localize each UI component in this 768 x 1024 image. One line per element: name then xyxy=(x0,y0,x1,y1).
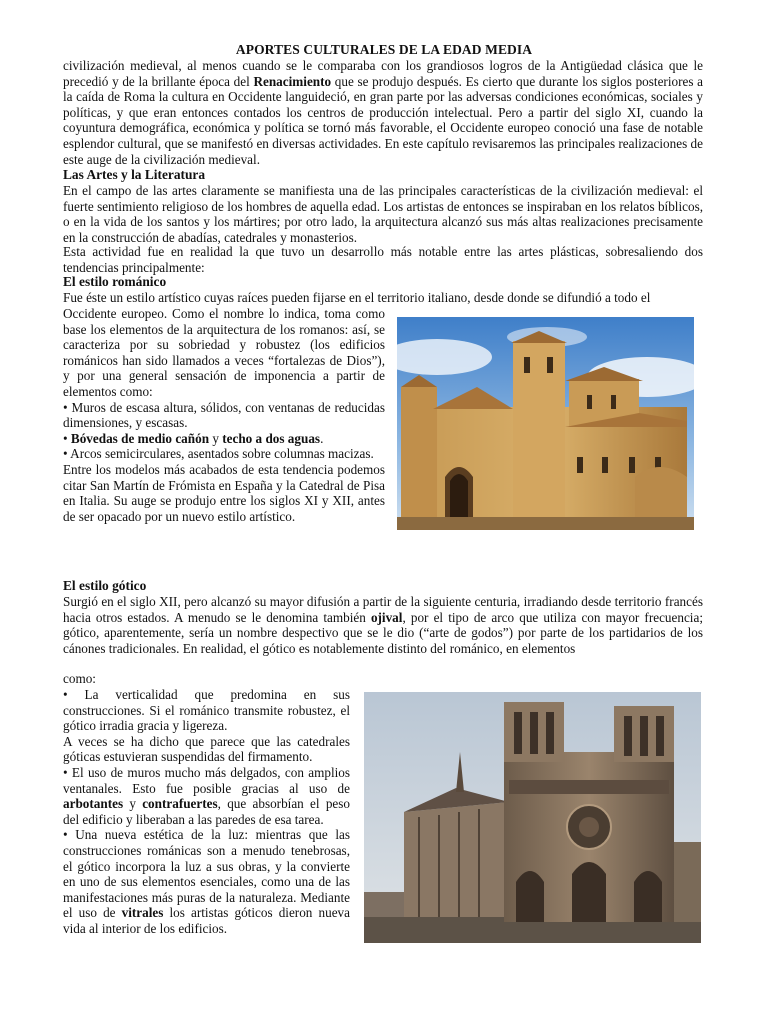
gothic-cathedral-image xyxy=(364,692,701,943)
romanesque-church-image xyxy=(397,317,694,530)
romanico-bullet-bovedas: • Bóvedas de medio cañón y techo a dos aguas. xyxy=(63,430,324,446)
gotico-bullet-luz: • Una nueva estética de la luz: mientras que las construcciones románicas son a menudo tenebrosas, el gótico incorpora la luz a sus obras, y la convierte en uno de sus elementos esenciales, como una de las manifestaciones más puras de la naturaleza. Mediante el uso de vitrales los artistas góticos dieron nueva vida al interior de los edificios. xyxy=(63,827,350,936)
romanico-first-line: Fue éste un estilo artístico cuyas raíces pueden fijarse en el territorio italiano, desde donde se difundió a todo el xyxy=(63,290,651,305)
intro-paragraph: civilización medieval, al menos cuando se le comparaba con los grandiosos logros de la Antigüedad clásica que le precedió y de la brillante época del Renacimiento que se produjo después. Es cierto que durante los siglos posteriores a la caída de Roma la cultura en Occidente languideció, en gran parte por las adversas condiciones económicas, sociales y políticas, y que eran entonces contados los centros de producción intelectual. Pero a partir del siglo XI, cuando la coyuntura demográfica, económica y política se tornó más favorable, el Occidente europeo conoció una fase de notable esplendor cultural, que se manifestó en diversas actividades. En este capítulo revisaremos las principales realizaciones de este auge de la civilización medieval. xyxy=(63,58,703,167)
section-heading-romanico: El estilo románico xyxy=(63,274,167,289)
romanico-column xyxy=(63,306,385,524)
section-heading-artes: Las Artes y la Literatura xyxy=(63,167,206,182)
document-title: APORTES CULTURALES DE LA EDAD MEDIA xyxy=(235,42,533,57)
gotico-firmamento: A veces se ha dicho que parece que las catedrales góticas estuvieran suspendidas del firmamento. xyxy=(63,733,350,765)
gotico-bullet-muros: • El uso de muros mucho más delgados, con amplios ventanales. Esto fue posible gracias al uso de arbotantes y contrafuertes, que absorbían el peso del edificio y liberaban a las paredes de esa tarea. xyxy=(63,764,350,827)
gotico-column xyxy=(63,687,350,937)
romanico-bullet-arcos: • Arcos semicirculares, asentados sobre columnas macizas. xyxy=(63,446,374,462)
romanico-bullet-muros: • Muros de escasa altura, sólidos, con ventanas de reducidas dimensiones, y escasas. xyxy=(63,399,385,431)
romanico-intro: Occidente europeo. Como el nombre lo indica, toma como base los elementos de la arquitectura de los romanos: así, se caracteriza por su sobriedad y robustez (los edificios románicos han sido llamados a veces “fortalezas de Dios”), y por una general sensación de imponencia a partir de elementos como: xyxy=(63,306,385,399)
section-heading-gotico: El estilo gótico xyxy=(63,578,147,593)
gotico-paragraph: Surgió en el siglo XII, pero alcanzó su mayor difusión a partir de la siguiente centuria, irradiando desde territorio francés hacia otros estados. A menudo se le denomina también ojival, por el tipo de arco que utiliza con mayor frecuencia; gótico, aparentemente, sería un nombre despectivo que se le dio (“arte de godos”) por parte de los partidarios de los cánones tradicionales. En realidad, el gótico es notablemente distinto del románico, en elementos xyxy=(63,594,703,656)
gotico-como: como: xyxy=(63,671,96,686)
artes-paragraph-1: En el campo de las artes claramente se manifiesta una de las principales características de la civilización medieval: el fuerte sentimiento religioso de los hombres de aquella edad. Los artistas de entonces se inspiraban en los relatos bíblicos, o en la vida de los santos y los mártires; por otro lado, la arquitectura alcanzó sus más altas realizaciones precisamente en la construcción de abadías, catedrales y monasterios. xyxy=(63,183,703,245)
gotico-bullet-verticalidad: • La verticalidad que predomina en sus construcciones. Si el románico transmite robustez, el gótico irradia gracia y ligereza. xyxy=(63,687,350,734)
romanico-conclusion: Entre los modelos más acabados de esta tendencia podemos citar San Martín de Frómista en España y la Catedral de Pisa en Italia. Su auge se produjo entre los siglos XI y XII, antes de ser opacado por un nuevo estilo artístico. xyxy=(63,461,385,524)
artes-paragraph-2: Esta actividad fue en realidad la que tuvo un desarrollo más notable entre las artes plásticas, sobresaliendo dos tendencias principalmente: xyxy=(63,244,703,275)
